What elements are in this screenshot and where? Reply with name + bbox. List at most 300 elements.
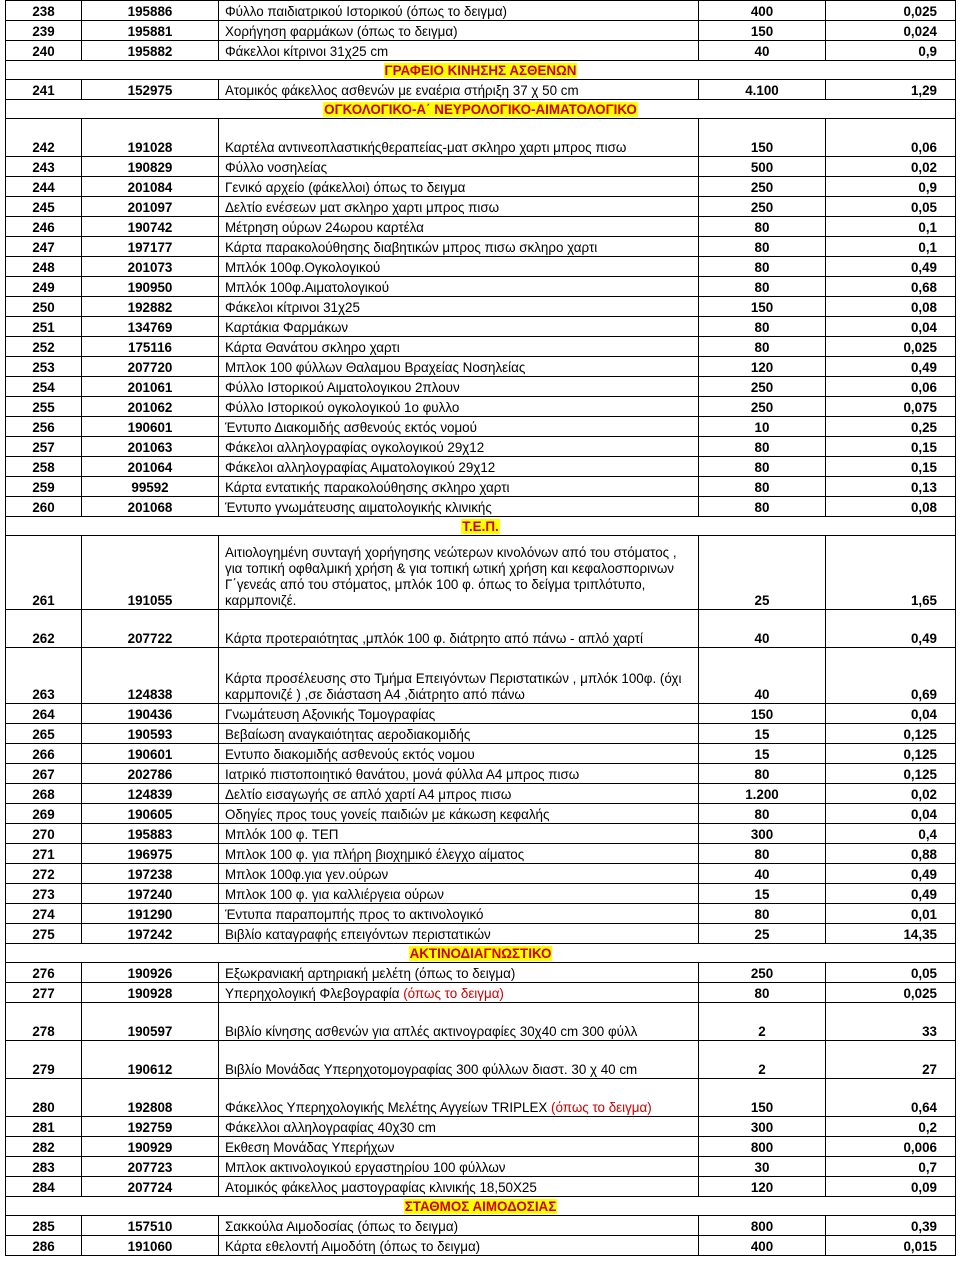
item-number-text: 275 (32, 927, 55, 942)
item-number (6, 217, 82, 237)
item-description-text: Φάκελλοι κίτρινοι 31χ25 cm (225, 44, 389, 59)
item-code (82, 337, 219, 357)
item-price (826, 724, 956, 744)
item-number-text: 267 (32, 767, 55, 782)
item-number-text: 285 (32, 1219, 55, 1234)
item-description (219, 41, 699, 61)
item-price-text: 0,04 (910, 320, 937, 335)
item-number-text: 238 (32, 4, 55, 19)
item-description-text: Βιβλίο Μονάδας Υπερηχοτομογραφίας 300 φύλλων διαστ. 30 χ 40 cm (225, 1062, 638, 1077)
item-code-text: 207724 (127, 1180, 173, 1195)
item-number-text: 269 (32, 807, 55, 822)
item-price-text: 0,125 (903, 727, 937, 742)
item-description (219, 457, 699, 477)
item-price-text: 0,04 (910, 707, 937, 722)
item-code (82, 237, 219, 257)
item-price-text: 1,29 (910, 83, 937, 98)
item-code (82, 864, 219, 884)
table-row (6, 497, 956, 517)
item-number (6, 1041, 82, 1079)
item-price (826, 477, 956, 497)
item-quantity-text: 40 (754, 44, 770, 59)
table-row (6, 648, 956, 704)
item-description (219, 1216, 699, 1236)
item-quantity-text: 80 (754, 240, 770, 255)
item-code-text: 191060 (127, 1239, 173, 1254)
item-description (219, 21, 699, 41)
item-description (219, 963, 699, 983)
item-price-text: 27 (922, 1062, 937, 1077)
item-quantity (699, 704, 826, 724)
item-description-text: Γενικό αρχείο (φάκελλοι) όπως το δειγμα (225, 180, 466, 195)
item-quantity (699, 648, 826, 704)
item-code (82, 1137, 219, 1157)
item-number (6, 924, 82, 944)
item-number-text: 243 (32, 160, 55, 175)
table-row (6, 237, 956, 257)
item-quantity-text: 30 (754, 1160, 770, 1175)
item-code-text: 190926 (127, 966, 173, 981)
item-number (6, 1137, 82, 1157)
item-code (82, 824, 219, 844)
item-code-text: 124838 (127, 687, 173, 702)
table-row (6, 1041, 956, 1079)
item-code (82, 1, 219, 21)
item-code (82, 317, 219, 337)
item-description (219, 497, 699, 517)
item-quantity-text: 800 (750, 1219, 774, 1234)
item-price-text: 0,49 (910, 260, 937, 275)
item-number (6, 536, 82, 610)
item-description-text: Κάρτα Θανάτου σκληρο χαρτι (225, 340, 400, 355)
item-description-text: Βιβλίο κίνησης ασθενών για απλές ακτινογραφίες 30χ40 cm 300 φύλλ (225, 1024, 638, 1039)
item-price (826, 157, 956, 177)
item-description (219, 317, 699, 337)
item-quantity-text: 150 (750, 300, 774, 315)
section-header-row (6, 944, 956, 963)
item-number (6, 1216, 82, 1236)
item-quantity (699, 1177, 826, 1197)
item-price-text: 0,9 (918, 44, 937, 59)
item-price (826, 1236, 956, 1256)
item-quantity-text: 80 (754, 847, 770, 862)
item-code-text: 195883 (127, 827, 173, 842)
item-quantity (699, 1117, 826, 1137)
item-price-text: 33 (922, 1024, 937, 1039)
item-code (82, 357, 219, 377)
item-number-text: 271 (32, 847, 55, 862)
table-row (6, 397, 956, 417)
item-description-text: Ατομικός φάκελλος ασθενών με εναέρια στήριξη 37 χ 50 cm (225, 83, 579, 98)
item-quantity-text: 400 (750, 4, 774, 19)
item-quantity-text: 80 (754, 320, 770, 335)
item-description (219, 764, 699, 784)
item-code (82, 884, 219, 904)
item-quantity-text: 80 (754, 500, 770, 515)
item-quantity-text: 150 (750, 1100, 774, 1115)
table-row (6, 864, 956, 884)
item-number (6, 824, 82, 844)
item-number (6, 119, 82, 157)
table-row (6, 1236, 956, 1256)
item-number-text: 261 (32, 593, 55, 608)
item-code (82, 377, 219, 397)
item-price (826, 119, 956, 157)
item-number (6, 437, 82, 457)
item-number-text: 242 (32, 140, 55, 155)
item-number-text: 249 (32, 280, 55, 295)
item-price (826, 437, 956, 457)
item-quantity (699, 477, 826, 497)
item-number (6, 297, 82, 317)
item-number-text: 257 (32, 440, 55, 455)
item-description (219, 1079, 699, 1117)
item-price (826, 177, 956, 197)
item-price (826, 1003, 956, 1041)
item-description-text: Δελτίο ενέσεων ματ σκληρο χαρτι μπρος πισω (225, 200, 500, 215)
item-price (826, 884, 956, 904)
item-code-text: 207720 (127, 360, 173, 375)
item-price-text: 0,025 (903, 4, 937, 19)
item-price (826, 277, 956, 297)
item-description (219, 417, 699, 437)
item-code-text: 207723 (127, 1160, 173, 1175)
item-code (82, 397, 219, 417)
item-code (82, 744, 219, 764)
table-row (6, 704, 956, 724)
item-description (219, 257, 699, 277)
item-number (6, 804, 82, 824)
table-row (6, 277, 956, 297)
item-number-text: 283 (32, 1160, 55, 1175)
item-quantity-text: 250 (750, 380, 774, 395)
item-code (82, 536, 219, 610)
item-description (219, 119, 699, 157)
item-number-text: 253 (32, 360, 55, 375)
item-price (826, 744, 956, 764)
item-number-text: 260 (32, 500, 55, 515)
item-description-text: Ατομικός φάκελλος μαστογραφίας κλινικής 18,50Χ25 (225, 1180, 537, 1195)
item-quantity (699, 804, 826, 824)
item-number-text: 280 (32, 1100, 55, 1115)
item-code (82, 177, 219, 197)
table-row (6, 536, 956, 610)
table-row (6, 457, 956, 477)
item-number (6, 1236, 82, 1256)
table-row (6, 1, 956, 21)
item-number (6, 648, 82, 704)
item-number-text: 250 (32, 300, 55, 315)
table-row (6, 157, 956, 177)
table-row (6, 1216, 956, 1236)
item-description (219, 197, 699, 217)
item-price (826, 1117, 956, 1137)
item-quantity (699, 1041, 826, 1079)
item-price-text: 0,06 (910, 140, 937, 155)
section-header-row (6, 100, 956, 119)
item-code-text: 201063 (127, 440, 173, 455)
item-price-text: 0,025 (903, 340, 937, 355)
item-description (219, 377, 699, 397)
item-code (82, 157, 219, 177)
item-quantity-text: 15 (754, 887, 770, 902)
section-title: Τ.Ε.Π. (462, 519, 499, 534)
item-code-text: 190601 (127, 420, 173, 435)
item-price (826, 1216, 956, 1236)
item-code-text: 190601 (127, 747, 173, 762)
item-quantity-text: 250 (750, 200, 774, 215)
item-quantity (699, 257, 826, 277)
item-code (82, 610, 219, 648)
item-code (82, 924, 219, 944)
item-code-text: 190612 (127, 1062, 173, 1077)
item-quantity-text: 250 (750, 180, 774, 195)
item-code (82, 41, 219, 61)
item-quantity-text: 25 (754, 927, 770, 942)
item-quantity-text: 80 (754, 807, 770, 822)
item-price-text: 0,68 (910, 280, 937, 295)
item-quantity-text: 2 (758, 1062, 766, 1077)
item-code-text: 197238 (127, 867, 173, 882)
item-code-text: 192882 (127, 300, 173, 315)
item-code (82, 1041, 219, 1079)
table-row (6, 1079, 956, 1117)
item-code-text: 175116 (128, 340, 172, 355)
item-number-text: 282 (32, 1140, 55, 1155)
item-number-text: 265 (32, 727, 55, 742)
item-price (826, 1157, 956, 1177)
item-price (826, 648, 956, 704)
item-number-text: 258 (32, 460, 55, 475)
item-description-text: Μπλόκ 100φ.Αιματολογικού (225, 280, 390, 295)
item-code-text: 99592 (131, 480, 169, 495)
item-description-text: Μπλόκ 100φ.Ογκολογικού (225, 260, 381, 275)
item-quantity (699, 744, 826, 764)
item-price-text: 0,1 (918, 220, 937, 235)
item-quantity (699, 1137, 826, 1157)
item-description-text: Φάκελοι κίτρινοι 31χ25 (225, 300, 360, 315)
item-description-text: Αιτιολογημένη συνταγή χορήγησης νεώτερων κινολόνων από του στόματος , για τοπική οφθαλμική χρήση & για τοπική ωτική χρήση και κεφαλοσπορινων Γ΄γενεάς από του στόματος, μπλόκ 100 φ. όπως το δείγμα τριπλότυπο, καρμπονιζέ. (225, 545, 677, 608)
item-description (219, 724, 699, 744)
section-title-cell (6, 61, 956, 80)
item-quantity-text: 4.100 (745, 83, 779, 98)
item-code-text: 202786 (127, 767, 173, 782)
item-number-text: 239 (32, 24, 55, 39)
item-description-text: Βιβλίο καταγραφής επειγόντων περιστατικών (225, 927, 491, 942)
item-code (82, 197, 219, 217)
item-description (219, 1117, 699, 1137)
item-price-text: 0,08 (910, 500, 937, 515)
item-price-text: 0,13 (910, 480, 937, 495)
item-price (826, 497, 956, 517)
item-description-text: Ιατρικό πιστοποιητικό θανάτου, μονά φύλλα Α4 μπρος πισω (225, 767, 580, 782)
item-code (82, 704, 219, 724)
item-code (82, 217, 219, 237)
item-quantity-text: 10 (754, 420, 770, 435)
item-quantity (699, 983, 826, 1003)
item-code (82, 21, 219, 41)
item-code (82, 1216, 219, 1236)
item-quantity-text: 40 (754, 631, 770, 646)
item-code (82, 1079, 219, 1117)
item-code-text: 157510 (127, 1219, 173, 1234)
item-description-text: Εξωκρανιακή αρτηριακή μελέτη (όπως το δειγμα) (225, 966, 516, 981)
item-number (6, 277, 82, 297)
item-price (826, 824, 956, 844)
price-table (5, 0, 956, 1256)
item-quantity-text: 80 (754, 986, 770, 1001)
table-row (6, 884, 956, 904)
item-code (82, 983, 219, 1003)
item-quantity-text: 15 (754, 747, 770, 762)
item-quantity-text: 250 (750, 966, 774, 981)
item-price-text: 0,49 (910, 867, 937, 882)
item-number-text: 245 (32, 200, 55, 215)
item-description (219, 610, 699, 648)
item-quantity (699, 904, 826, 924)
item-number (6, 864, 82, 884)
table-row (6, 337, 956, 357)
item-code-text: 134769 (127, 320, 173, 335)
table-row (6, 317, 956, 337)
item-number (6, 80, 82, 100)
item-price (826, 704, 956, 724)
item-description (219, 804, 699, 824)
item-price-text: 0,06 (910, 380, 937, 395)
item-code-text: 195881 (127, 24, 173, 39)
item-number (6, 904, 82, 924)
item-code (82, 784, 219, 804)
item-description-text: Μπλοκ ακτινολογικού εργαστηρίου 100 φύλλων (225, 1160, 506, 1175)
table-body (6, 1, 956, 1256)
table-row (6, 197, 956, 217)
item-quantity (699, 377, 826, 397)
item-price (826, 237, 956, 257)
item-number (6, 983, 82, 1003)
section-header-row (6, 517, 956, 536)
item-number-text: 278 (32, 1024, 55, 1039)
item-quantity (699, 317, 826, 337)
item-quantity (699, 536, 826, 610)
item-number-text: 279 (32, 1062, 55, 1077)
item-quantity (699, 1157, 826, 1177)
item-quantity (699, 884, 826, 904)
item-number (6, 610, 82, 648)
item-quantity (699, 1236, 826, 1256)
item-price-text: 0,49 (910, 631, 937, 646)
item-quantity-text: 2 (758, 1024, 766, 1039)
table-row (6, 804, 956, 824)
item-number-text: 262 (32, 631, 55, 646)
item-quantity-text: 120 (750, 360, 774, 375)
item-price-text: 0,05 (910, 200, 937, 215)
item-price-text: 0,125 (903, 767, 937, 782)
item-code (82, 119, 219, 157)
item-number (6, 497, 82, 517)
item-price-text: 0,006 (903, 1140, 937, 1155)
item-price (826, 963, 956, 983)
section-header-row (6, 1197, 956, 1216)
item-quantity (699, 610, 826, 648)
item-description-note: (όπως το δειγμα) (551, 1100, 652, 1115)
section-title: ΣΤΑΘΜΟΣ ΑΙΜΟΔΟΣΙΑΣ (404, 1199, 557, 1214)
item-description (219, 397, 699, 417)
item-number (6, 21, 82, 41)
item-code-text: 195882 (127, 44, 173, 59)
item-price-text: 1,65 (910, 593, 937, 608)
item-quantity (699, 237, 826, 257)
item-description (219, 1157, 699, 1177)
item-number (6, 1177, 82, 1197)
item-quantity-text: 80 (754, 440, 770, 455)
item-quantity-text: 250 (750, 400, 774, 415)
item-description-text: Μπλοκ 100 φ. για καλλιέργεια ούρων (225, 887, 444, 902)
item-price-text: 0,024 (903, 24, 937, 39)
item-number (6, 377, 82, 397)
item-code-text: 195886 (127, 4, 173, 19)
item-description (219, 1137, 699, 1157)
item-description-text: Μέτρηση ούρων 24ωρου καρτέλα (225, 220, 424, 235)
item-code-text: 190605 (127, 807, 173, 822)
item-number (6, 477, 82, 497)
item-code-text: 197177 (127, 240, 173, 255)
table-row (6, 610, 956, 648)
section-title-cell (6, 1197, 956, 1216)
item-price-text: 0,9 (918, 180, 937, 195)
item-quantity (699, 764, 826, 784)
item-price (826, 536, 956, 610)
item-number (6, 337, 82, 357)
item-price-text: 0,25 (910, 420, 937, 435)
item-description-text: Έντυπο γνωμάτευσης αιματολογικής κλινικής (225, 500, 492, 515)
table-row (6, 924, 956, 944)
item-description-text: Φάκελλος Υπερηχολογικής Μελέτης Αγγείων TRIPLEX (225, 1100, 552, 1115)
item-quantity-text: 80 (754, 260, 770, 275)
item-price (826, 1041, 956, 1079)
item-code-text: 190742 (127, 220, 173, 235)
item-code-text: 201062 (127, 400, 173, 415)
item-description (219, 844, 699, 864)
item-price-text: 0,04 (910, 807, 937, 822)
section-title-cell (6, 517, 956, 536)
item-price (826, 297, 956, 317)
item-number-text: 251 (32, 320, 55, 335)
item-description-text: Έντυπα παραπομπής προς το ακτινολογικό (225, 907, 484, 922)
item-quantity (699, 41, 826, 61)
item-code-text: 201061 (127, 380, 173, 395)
item-price (826, 457, 956, 477)
item-quantity (699, 924, 826, 944)
item-description (219, 784, 699, 804)
item-description-text: Φύλλο Ιστορικού ογκολογικού 1ο φυλλο (225, 400, 460, 415)
item-code-text: 196975 (127, 847, 173, 862)
item-code (82, 497, 219, 517)
item-description-text: Έντυπο Διακομιδής ασθενούς εκτός νομού (225, 420, 477, 435)
item-quantity-text: 80 (754, 340, 770, 355)
item-description-text: Μπλοκ 100 φύλλων Θαλαμου Βραχείας Νοσηλείας (225, 360, 526, 375)
item-description-text: Κάρτα προσέλευσης στο Τμήμα Επειγόντων Περιστατικών , μπλόκ 100φ. (όχι καρμπονιζέ ) ,σε διάσταση Α4 ,διάτρητο από πάνω (225, 671, 682, 702)
item-description (219, 80, 699, 100)
item-description-text: Υπερηχολογική Φλεβογραφία (225, 986, 404, 1001)
item-code (82, 80, 219, 100)
item-description-text: Κάρτα παρακολούθησης διαβητικών μπρος πισω σκληρο χαρτι (225, 240, 598, 255)
item-description-text: Μπλοκ 100 φ. για πλήρη βιοχημικό έλεγχο αίματος (225, 847, 525, 862)
item-code-text: 201064 (127, 460, 173, 475)
item-price (826, 1, 956, 21)
item-quantity-text: 80 (754, 460, 770, 475)
item-description-text: Γνωμάτευση Αξονικής Τομογραφίας (225, 707, 436, 722)
item-price-text: 0,02 (910, 787, 937, 802)
